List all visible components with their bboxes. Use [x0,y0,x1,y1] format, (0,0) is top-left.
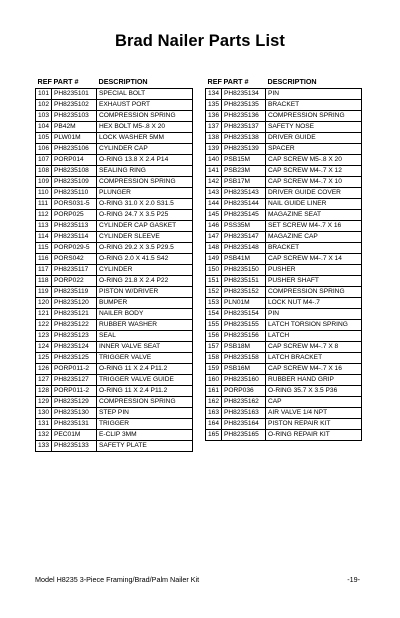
ref-cell: 159 [206,364,222,375]
part-number-cell: PH8235103 [52,111,97,122]
table-row [36,133,193,144]
table-row [206,309,362,320]
table-row [36,243,193,254]
ref-cell: 129 [36,397,52,408]
ref-cell: 161 [206,386,222,397]
table-row [206,298,362,309]
ref-cell: 123 [36,331,52,342]
ref-cell: 124 [36,342,52,353]
part-number-cell: PSS35M [222,221,266,232]
table-row [36,287,193,298]
part-number-cell: PORS031-5 [52,199,97,210]
table-row [206,265,362,276]
table-row [206,122,362,133]
description-cell: O-RING 29.2 X 3.5 P29.5 [97,243,193,254]
ref-cell: 149 [206,254,222,265]
ref-cell: 105 [36,133,52,144]
description-cell: RUBBER WASHER [97,320,193,331]
table-row [206,144,362,155]
table-row [36,254,193,265]
description-cell: CAP SCREW M4-.7 X 14 [266,254,362,265]
ref-cell: 136 [206,111,222,122]
part-header: PART # [53,77,79,86]
description-cell: COMPRESSION SPRING [97,397,193,408]
table-row [36,144,193,155]
ref-cell: 103 [36,111,52,122]
table-row [206,133,362,144]
part-number-cell: PH8235163 [222,408,266,419]
description-cell: CYLINDER [97,265,193,276]
part-number-cell: PH8235130 [52,408,97,419]
ref-cell: 114 [36,232,52,243]
description-cell: HEX BOLT M5-.8 X 20 [97,122,193,133]
table-row [36,166,193,177]
description-cell: SEALING RING [97,166,193,177]
ref-cell: 148 [206,243,222,254]
table-row [206,353,362,364]
ref-cell: 147 [206,232,222,243]
part-number-cell: PH8235123 [52,331,97,342]
description-cell: PUSHER SHAFT [266,276,362,287]
part-number-cell: PH8235108 [52,166,97,177]
description-cell: SET SCREW M4-.7 X 16 [266,221,362,232]
part-number-cell: PH8235152 [222,287,266,298]
part-number-cell: PH8235154 [222,309,266,320]
part-number-cell: PH8235101 [52,89,97,100]
ref-cell: 130 [36,408,52,419]
table-row [206,419,362,430]
description-cell: COMPRESSION SPRING [266,111,362,122]
part-number-cell: PSB18M [222,342,266,353]
part-number-cell: PH8235147 [222,232,266,243]
part-number-cell: PH8235162 [222,397,266,408]
table-row [206,254,362,265]
ref-cell: 132 [36,430,52,441]
part-number-cell: PLW01M [52,133,97,144]
description-cell: EXHAUST PORT [97,100,193,111]
parts-table-body [206,89,362,441]
part-number-cell: PH8235122 [52,320,97,331]
description-cell: CAP SCREW M4-.7 X 8 [266,342,362,353]
description-cell: PISTON REPAIR KIT [266,419,362,430]
table-row [206,100,362,111]
description-cell: MAGAZINE CAP [266,232,362,243]
description-cell: SPACER [266,144,362,155]
description-cell: E-CLIP 3MM [97,430,193,441]
ref-cell: 128 [36,386,52,397]
table-row [36,364,193,375]
table-header-row [36,75,193,89]
ref-cell: 165 [206,430,222,441]
ref-cell: 137 [206,122,222,133]
description-cell: COMPRESSION SPRING [266,287,362,298]
ref-cell: 138 [206,133,222,144]
description-cell: PISTON W/DRIVER [97,287,193,298]
description-cell: SEAL [97,331,193,342]
ref-cell: 150 [206,265,222,276]
parts-table-body [36,89,193,452]
part-number-cell: PORP011-2 [52,386,97,397]
part-number-cell: PH8235139 [222,144,266,155]
description-header: DESCRIPTION [98,77,148,86]
ref-cell: 139 [206,144,222,155]
description-cell: TRIGGER VALVE GUIDE [97,375,193,386]
table-row [36,111,193,122]
table-row [206,386,362,397]
table-row [206,331,362,342]
description-cell: TRIGGER [97,419,193,430]
description-cell: STEP PIN [97,408,193,419]
table-row [206,210,362,221]
ref-cell: 164 [206,419,222,430]
ref-cell: 160 [206,375,222,386]
table-row [206,111,362,122]
table-row [206,199,362,210]
ref-cell: 133 [36,441,52,452]
description-cell: MAGAZINE SEAT [266,210,362,221]
description-cell: CAP SCREW M4-.7 X 12 [266,166,362,177]
table-row [36,353,193,364]
ref-cell: 145 [206,210,222,221]
ref-cell: 119 [36,287,52,298]
part-number-cell: PH8235137 [222,122,266,133]
ref-cell: 144 [206,199,222,210]
ref-header: REF [37,77,52,86]
part-number-cell: PB42M [52,122,97,133]
ref-cell: 157 [206,342,222,353]
page-title: Brad Nailer Parts List [114,32,285,50]
part-number-cell: PH8235145 [222,210,266,221]
ref-cell: 158 [206,353,222,364]
ref-cell: 151 [206,276,222,287]
description-cell: PUSHER [266,265,362,276]
ref-cell: 143 [206,188,222,199]
part-number-cell: PH8235135 [222,100,266,111]
description-cell: DRIVER GUIDE [266,133,362,144]
ref-cell: 121 [36,309,52,320]
table-row [206,155,362,166]
parts-table-right [205,75,362,441]
part-number-cell: PORP022 [52,276,97,287]
description-cell: CAP SCREW M4-.7 X 16 [266,364,362,375]
table-row [206,364,362,375]
description-cell: DRIVER GUIDE COVER [266,188,362,199]
ref-cell: 141 [206,166,222,177]
ref-cell: 162 [206,397,222,408]
part-number-cell: PH8235117 [52,265,97,276]
part-number-cell: PH8235136 [222,111,266,122]
description-cell: AIR VALVE 1/4 NPT [266,408,362,419]
ref-cell: 113 [36,221,52,232]
table-row [36,232,193,243]
table-row [206,243,362,254]
description-cell: O-RING 13.8 X 2.4 P14 [97,155,193,166]
part-number-cell: PH8235119 [52,287,97,298]
description-cell: CAP SCREW M5-.8 X 20 [266,155,362,166]
part-number-cell: PH8235134 [222,89,266,100]
ref-cell: 120 [36,298,52,309]
ref-cell: 111 [36,199,52,210]
part-number-cell: PH8235109 [52,177,97,188]
ref-cell: 112 [36,210,52,221]
part-number-cell: PORP014 [52,155,97,166]
footer-model-text: Model H8235 3-Piece Framing/Brad/Palm Nailer Kit [35,575,200,584]
part-number-cell: PH8235110 [52,188,97,199]
part-number-cell: PORP036 [222,386,266,397]
description-cell: CAP [266,397,362,408]
table-row [36,342,193,353]
description-cell: O-RING 11 X 2.4 P11.2 [97,364,193,375]
description-cell: CYLINDER SLEEVE [97,232,193,243]
description-cell: TRIGGER VALVE [97,353,193,364]
ref-cell: 102 [36,100,52,111]
part-number-cell: PH8235125 [52,353,97,364]
description-cell: O-RING 24.7 X 3.5 P25 [97,210,193,221]
part-number-cell: PH8235148 [222,243,266,254]
part-number-cell: PH8235156 [222,331,266,342]
ref-cell: 152 [206,287,222,298]
part-number-cell: PH8235155 [222,320,266,331]
description-cell: O-RING 35.7 X 3.5 P36 [266,386,362,397]
description-cell: RUBBER HAND GRIP [266,375,362,386]
ref-cell: 127 [36,375,52,386]
table-row [36,386,193,397]
description-cell: CYLINDER CAP GASKET [97,221,193,232]
part-number-cell: PH8235114 [52,232,97,243]
table-row [36,375,193,386]
part-number-cell: PSB41M [222,254,266,265]
table-row [36,210,193,221]
ref-cell: 106 [36,144,52,155]
ref-cell: 104 [36,122,52,133]
description-cell: LATCH [266,331,362,342]
description-cell: INNER VALVE SEAT [97,342,193,353]
part-number-cell: PH8235113 [52,221,97,232]
description-cell: LOCK WASHER 5MM [97,133,193,144]
table-row [36,408,193,419]
table-row [36,177,193,188]
table-row [206,320,362,331]
ref-cell: 101 [36,89,52,100]
description-cell: SPECIAL BOLT [97,89,193,100]
part-number-cell: PORP029-5 [52,243,97,254]
part-number-cell: PSB15M [222,155,266,166]
description-cell: BRACKET [266,100,362,111]
table-row [36,155,193,166]
description-cell: SAFETY NOSE [266,122,362,133]
description-cell: O-RING REPAIR KIT [266,430,362,441]
ref-cell: 108 [36,166,52,177]
table-row [206,166,362,177]
table-row [206,287,362,298]
description-cell: PIN [266,89,362,100]
description-cell: CYLINDER CAP [97,144,193,155]
description-cell: LOCK NUT M4-.7 [266,298,362,309]
ref-cell: 156 [206,331,222,342]
ref-cell: 107 [36,155,52,166]
table-row [36,298,193,309]
description-cell: CAP SCREW M4-.7 X 10 [266,177,362,188]
table-row [36,397,193,408]
part-number-cell: PSB17M [222,177,266,188]
description-cell: O-RING 21.8 X 2.4 P22 [97,276,193,287]
part-number-cell: PH8235158 [222,353,266,364]
table-row [36,265,193,276]
table-row [36,199,193,210]
description-header: DESCRIPTION [267,77,317,86]
part-number-cell: PORS042 [52,254,97,265]
ref-cell: 117 [36,265,52,276]
part-number-cell: PH8235127 [52,375,97,386]
part-number-cell: PH8235160 [222,375,266,386]
part-number-cell: PH8235102 [52,100,97,111]
description-cell: BRACKET [266,243,362,254]
part-number-cell: PH8235164 [222,419,266,430]
table-row [206,276,362,287]
table-row [206,232,362,243]
table-row [36,309,193,320]
description-cell: PIN [266,309,362,320]
part-number-cell: PLN01M [222,298,266,309]
ref-cell: 126 [36,364,52,375]
table-header-row [206,75,362,89]
part-number-cell: PH8235150 [222,265,266,276]
part-number-cell: PH8235120 [52,298,97,309]
ref-cell: 135 [206,100,222,111]
description-cell: NAILER BODY [97,309,193,320]
description-cell: LATCH BRACKET [266,353,362,364]
table-row [36,100,193,111]
part-number-cell: PH8235151 [222,276,266,287]
part-number-cell: PSB23M [222,166,266,177]
description-cell: PLUNGER [97,188,193,199]
ref-cell: 140 [206,155,222,166]
table-row [36,221,193,232]
ref-cell: 110 [36,188,52,199]
ref-cell: 116 [36,254,52,265]
ref-cell: 115 [36,243,52,254]
part-number-cell: PH8235133 [52,441,97,452]
ref-cell: 146 [206,221,222,232]
table-row [36,419,193,430]
description-cell: BUMPER [97,298,193,309]
part-number-cell: PH8235129 [52,397,97,408]
part-number-cell: PORP025 [52,210,97,221]
page-number: -19- [347,575,360,584]
description-cell: NAIL GUIDE LINER [266,199,362,210]
table-row [36,320,193,331]
part-number-cell: PEC01M [52,430,97,441]
ref-header: REF [207,77,222,86]
part-number-cell: PH8235131 [52,419,97,430]
table-row [36,441,193,452]
table-row [36,89,193,100]
part-number-cell: PH8235165 [222,430,266,441]
part-number-cell: PH8235143 [222,188,266,199]
table-row [206,89,362,100]
part-header: PART # [223,77,249,86]
ref-cell: 118 [36,276,52,287]
part-number-cell: PORP011-2 [52,364,97,375]
ref-cell: 142 [206,177,222,188]
ref-cell: 109 [36,177,52,188]
description-cell: LATCH TORSION SPRING [266,320,362,331]
part-number-cell: PH8235124 [52,342,97,353]
ref-cell: 125 [36,353,52,364]
part-number-cell: PH8235138 [222,133,266,144]
table-row [36,430,193,441]
table-row [36,331,193,342]
description-cell: O-RING 31.0 X 2.0 S31.5 [97,199,193,210]
table-row [206,188,362,199]
table-row [206,397,362,408]
table-row [206,177,362,188]
parts-table-left [35,75,193,452]
table-row [36,276,193,287]
part-number-cell: PH8235144 [222,199,266,210]
description-cell: O-RING 11 X 2.4 P11.2 [97,386,193,397]
table-row [206,221,362,232]
table-row [36,122,193,133]
description-cell: SAFETY PLATE [97,441,193,452]
table-row [206,342,362,353]
ref-cell: 154 [206,309,222,320]
ref-cell: 153 [206,298,222,309]
ref-cell: 134 [206,89,222,100]
part-number-cell: PH8235106 [52,144,97,155]
table-row [36,188,193,199]
description-cell: COMPRESSION SPRING [97,111,193,122]
ref-cell: 131 [36,419,52,430]
table-row [206,408,362,419]
part-number-cell: PH8235121 [52,309,97,320]
table-row [206,430,362,441]
ref-cell: 122 [36,320,52,331]
part-number-cell: PSB16M [222,364,266,375]
description-cell: O-RING 2.0 X 41.5 S42 [97,254,193,265]
description-cell: COMPRESSION SPRING [97,177,193,188]
ref-cell: 163 [206,408,222,419]
ref-cell: 155 [206,320,222,331]
table-row [206,375,362,386]
